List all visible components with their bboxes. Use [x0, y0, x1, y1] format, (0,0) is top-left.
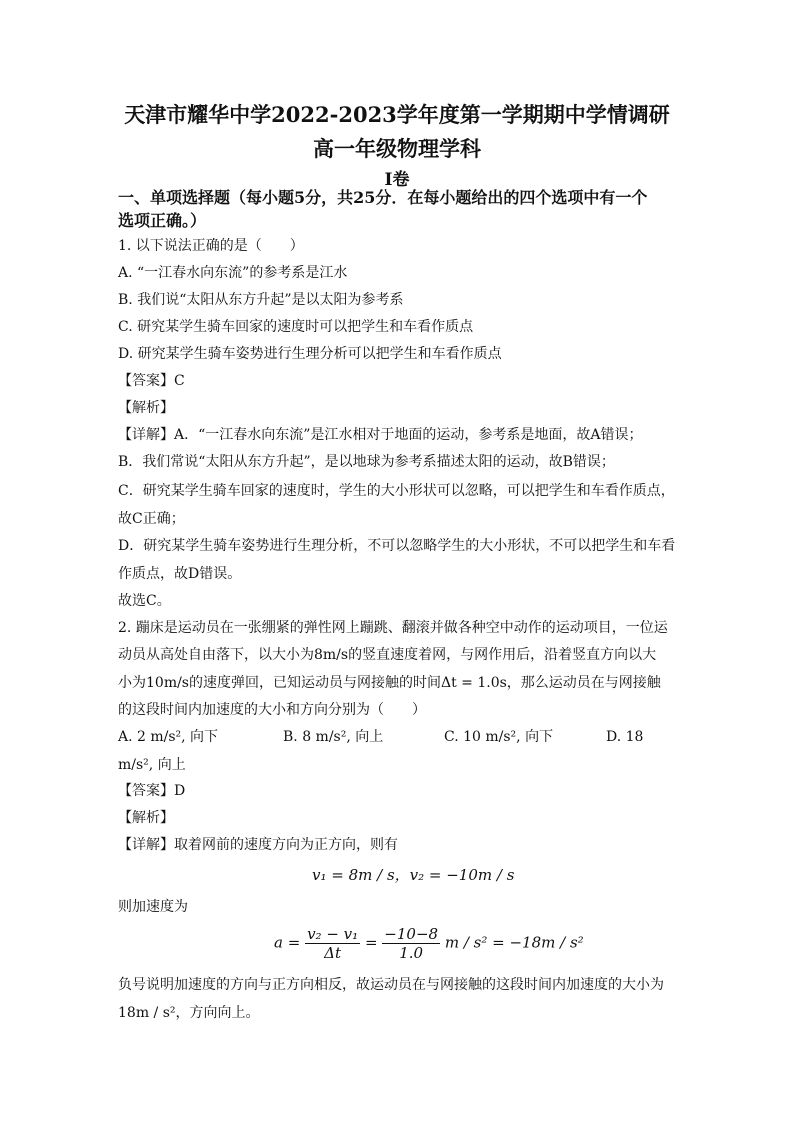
q1-option-d: D. 研究某学生骑车姿势进行生理分析可以把学生和车看作质点	[118, 346, 502, 362]
q1-stem: 1. 以下说法正确的是（ ）	[118, 238, 304, 254]
q1-detail-line-3: C．研究某学生骑车回家的速度时，学生的大小形状可以忽略，可以把学生和车看作质点，	[118, 483, 675, 499]
section-heading-line-1: 一、单项选择题（每小题5分，共25分．在每小题给出的四个选项中有一个	[118, 188, 648, 207]
eq-fraction-numeric	[382, 925, 440, 962]
q2-stem-line-3: 小为10m/s的速度弹回，已知运动员与网接触的时间Δt = 1.0s，那么运动员在与网接触	[118, 675, 661, 691]
q2-option-d: D. 18	[606, 729, 644, 745]
q1-detail-line-2: B．我们常说“太阳从东方升起”，是以地球为参考系描述太阳的运动，故B错误；	[118, 454, 615, 470]
q1-detail-line-1: 【详解】A．“一江春水向东流”是江水相对于地面的运动，参考系是地面，故A错误；	[118, 427, 643, 443]
q1-detail-line-5: D．研究某学生骑车姿势进行生理分析，不可以忽略学生的大小形状，不可以把学生和车看	[118, 538, 676, 554]
q2-conclusion-line-1: 负号说明加速度的方向与正方向相反，故运动员在与网接触的这段时间内加速度的大小为	[118, 977, 664, 993]
eq-lhs: a =	[274, 933, 301, 952]
title-line-2: 高一年级物理学科	[313, 136, 481, 161]
q2-option-d-continued: m/s², 向上	[118, 757, 186, 773]
q1-option-c: C. 研究某学生骑车回家的速度时可以把学生和车看作质点	[118, 319, 474, 335]
q1-answer: 【答案】C	[118, 373, 185, 389]
q2-answer: 【答案】D	[118, 783, 186, 799]
q2-detail-line: 【详解】取着网前的速度方向为正方向，则有	[118, 837, 398, 853]
volume-label: Ⅰ卷	[384, 170, 410, 190]
eq-rhs: m / s² = −18m / s²	[444, 933, 584, 952]
q1-detail-line-6: 作质点，故D错误。	[118, 566, 242, 582]
q1-option-a: A. “一江春水向东流”的参考系是江水	[118, 265, 348, 281]
q1-option-b: B. 我们说“太阳从东方升起”是以太阳为参考系	[118, 292, 404, 308]
q1-detail-line-7: 故选C。	[118, 593, 171, 609]
q2-analysis-label: 【解析】	[118, 810, 174, 826]
q2-conclusion-line-2: 18m / s²，方向向上。	[118, 1005, 260, 1021]
q1-detail-line-4: 故C正确；	[118, 511, 185, 527]
eq-fraction-symbolic	[305, 925, 360, 962]
eq-denominator-symbolic: Δt	[324, 944, 342, 962]
q2-option-b: B. 8 m/s², 向上	[283, 729, 384, 745]
title-line-1: 天津市耀华中学2022-2023学年度第一学期期中学情调研	[124, 102, 670, 127]
q2-velocity-equation: v₁ = 8m / s，v₂ = −10m / s	[312, 866, 515, 884]
eq-numerator-symbolic: v₂ − v₁	[307, 925, 359, 943]
eq-numerator-numeric: −10−8	[384, 925, 439, 943]
q2-option-c: C. 10 m/s², 向下	[444, 729, 554, 745]
q1-analysis-label: 【解析】	[118, 400, 174, 416]
q2-stem-line-2: 动员从高处自由落下，以大小为8m/s的竖直速度着网，与网作用后，沿着竖直方向以大	[118, 647, 657, 663]
q2-option-a: A. 2 m/s², 向下	[118, 729, 219, 745]
q2-acceleration-equation: a = $\frac{\text{v₂ − v₁}}{\Delta t}$ = $\frac{-10-8}{1.0}$ m / s² = −18m / s²	[274, 925, 584, 962]
eq-denominator-numeric: 1.0	[399, 944, 424, 962]
q2-accel-intro: 则加速度为	[118, 899, 188, 915]
q2-stem-line-4: 的这段时间内加速度的大小和方向分别为（ ）	[118, 702, 426, 718]
section-heading-line-2: 选项正确。）	[118, 211, 207, 230]
q2-stem-line-1: 2. 蹦床是运动员在一张绷紧的弹性网上蹦跳、翻滚并做各种空中动作的运动项目，一位运	[118, 620, 668, 636]
